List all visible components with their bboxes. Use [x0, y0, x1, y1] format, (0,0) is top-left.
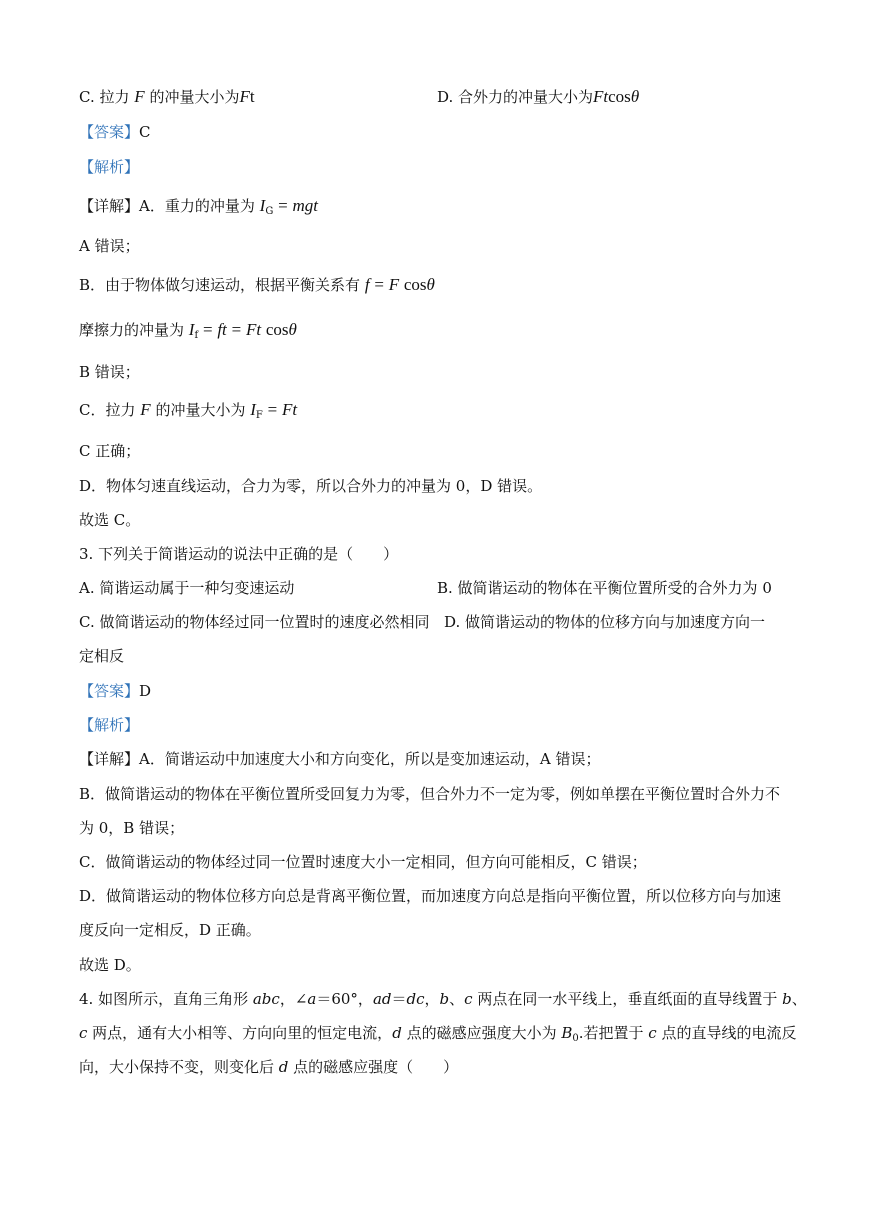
question-4-line-2: c 两点，通有大小相等、方向向里的恒定电流，d 点的磁感应强度大小为 $B_0$.若把置于 c 点的直导线的电流反	[79, 1024, 797, 1044]
q3-conclusion: 故选 D。	[79, 956, 141, 974]
q3-detail-d: D．做简谐运动的物体位移方向总是背离平衡位置，而加速度方向总是指向平衡位置，所以位移方向与加速	[79, 887, 782, 905]
detail-d: D．物体匀速直线运动，合力为零，所以合外力的冲量为 0，D 错误。	[79, 477, 543, 495]
q3-detail-a: 【详解】A．简谐运动中加速度大小和方向变化，所以是变加速运动，A 错误；	[79, 750, 601, 768]
detail-b-friction: 摩擦力的冲量为 $I_f$ = ft = Ft cosθ	[79, 320, 297, 341]
q3-option-a: A. 简谐运动属于一种匀变速运动	[79, 579, 295, 597]
q3-detail-d-cont: 度反向一定相反，D 正确。	[79, 921, 261, 939]
option-d: D. 合外力的冲量大小为Ftcosθ	[437, 87, 640, 106]
q3-analysis-label: 【解析】	[79, 716, 140, 734]
answer-line: 【答案】C	[79, 123, 151, 141]
q3-option-d: D. 做简谐运动的物体的位移方向与加速度方向一	[444, 613, 766, 631]
conclusion: 故选 C。	[79, 511, 141, 529]
question-3-stem: 3. 下列关于简谐运动的说法中正确的是（ ）	[79, 545, 399, 563]
q3-option-c: C. 做简谐运动的物体经过同一位置时的速度必然相同	[79, 613, 430, 631]
q3-answer-line: 【答案】D	[79, 682, 152, 700]
detail-c: C．拉力 F 的冲量大小为 $I_F = Ft$	[79, 400, 298, 421]
q3-detail-b-cont: 为 0，B 错误；	[79, 819, 185, 837]
q3-option-b: B. 做简谐运动的物体在平衡位置所受的合外力为 0	[437, 579, 772, 597]
detail-c-result: C 正确；	[79, 442, 141, 460]
q3-option-d-cont: 定相反	[79, 647, 125, 665]
question-4-line-3: 向，大小保持不变，则变化后 d 点的磁感应强度（ ）	[79, 1058, 459, 1076]
detail-b: B．由于物体做匀速运动，根据平衡关系有 f = F cosθ	[79, 275, 435, 294]
detail-a-result: A 错误；	[79, 237, 140, 255]
q3-detail-c: C．做简谐运动的物体经过同一位置时速度大小一定相同，但方向可能相反，C 错误；	[79, 853, 647, 871]
analysis-label: 【解析】	[79, 158, 140, 176]
option-c: C. 拉力 F 的冲量大小为Ft	[79, 87, 255, 106]
detail-b-result: B 错误；	[79, 363, 140, 381]
q3-detail-b: B．做简谐运动的物体在平衡位置所受回复力为零，但合外力不一定为零，例如单摆在平衡位置时合外力不	[79, 785, 781, 803]
detail-a: 【详解】A．重力的冲量为 $I_G$ = mgt	[79, 196, 318, 217]
question-4-line-1: 4. 如图所示，直角三角形 abc，∠a＝60°，ad＝dc，b、c 两点在同一水平线上，垂直纸面的直导线置于 b、	[79, 990, 807, 1008]
